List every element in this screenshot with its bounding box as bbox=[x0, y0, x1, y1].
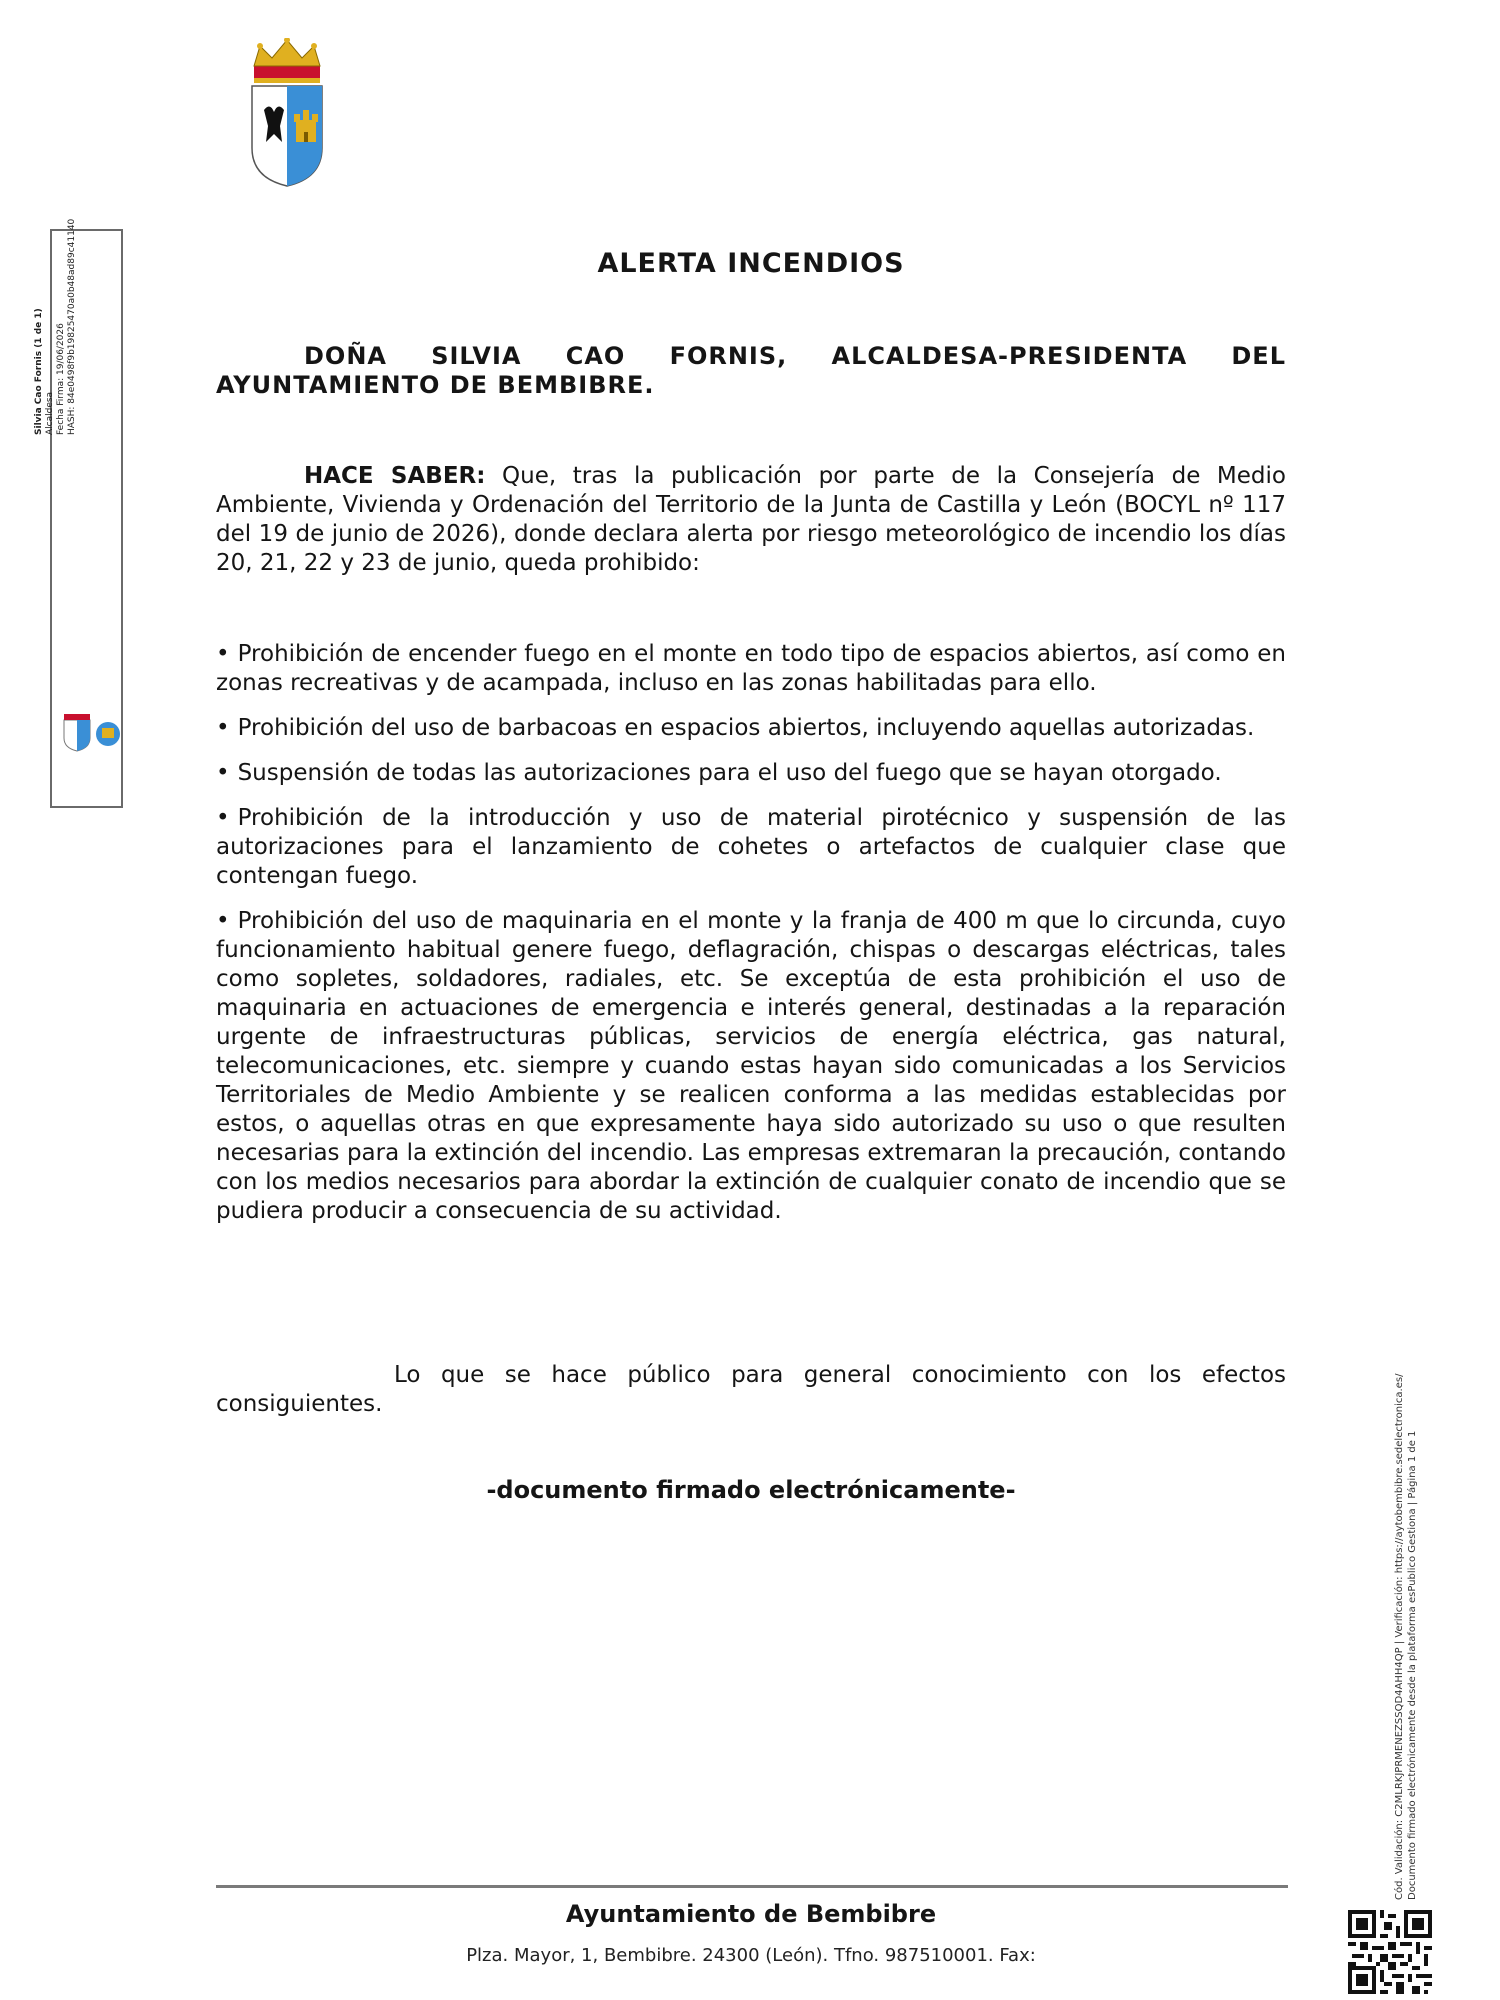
signature-role: Alcaldesa bbox=[45, 391, 55, 435]
list-item bbox=[216, 907, 1286, 1226]
verification-line-1: Cód. Validación: C2MLRKJPRMENEZSSQD4AHH4QP | Verificación: https://aytobembibre.sedelectronica.es/ bbox=[1394, 1373, 1405, 1900]
list-item-text: Suspensión de todas las autorizaciones para el uso del fuego que se hayan otorgado. bbox=[237, 760, 1222, 786]
document-heading bbox=[216, 342, 1286, 400]
closing-paragraph: Lo que se hace público para general conocimiento con los efectos consiguientes. bbox=[216, 1362, 1286, 1417]
heading-line-2: AYUNTAMIENTO DE BEMBIBRE. bbox=[216, 371, 655, 399]
list-item bbox=[216, 640, 1286, 698]
bullet-icon: • bbox=[216, 908, 230, 934]
footer-divider bbox=[216, 1885, 1288, 1888]
heading-line-1: DOÑA SILVIA CAO FORNIS, ALCALDESA-PRESIDENTA DEL bbox=[304, 342, 1286, 370]
list-item-text: Prohibición de la introducción y uso de material pirotécnico y suspensión de las autorizaciones para el lanzamiento de cohetes o artefactos de cualquier clase que contengan fuego. bbox=[216, 805, 1286, 889]
list-item bbox=[216, 804, 1286, 891]
signature-stamp-text bbox=[34, 0, 78, 435]
footer-address: Plza. Mayor, 1, Bembibre. 24300 (León). Tfno. 987510001. Fax: bbox=[466, 1945, 1036, 1966]
bullet-icon: • bbox=[216, 760, 230, 786]
signature-signer: Silvia Cao Fornis (1 de 1) bbox=[34, 308, 44, 435]
list-item bbox=[216, 759, 1286, 788]
bullet-icon: • bbox=[216, 641, 230, 667]
stamp-coat-of-arms-icon bbox=[60, 712, 126, 752]
verification-text bbox=[1393, 1260, 1419, 1900]
verification-line-2: Documento firmado electrónicamente desde la plataforma esPublico Gestiona | Página 1 de 1 bbox=[1407, 1430, 1418, 1900]
bullet-icon: • bbox=[216, 715, 230, 741]
list-item-text: Prohibición del uso de maquinaria en el monte y la franja de 400 m que lo circunda, cuyo funcionamiento habitual genere fuego, deflagración, chispas o descargas eléctricas, tales como sopletes, soldadores, radiales, etc. Se exceptúa de esta prohibición el uso de maquinaria en actuaciones de emergencia e interés general, destinadas a la reparación urgente de infraestructuras públicas, servicios de energía eléctrica, gas natural, telecomunicaciones, etc. siempre y cuando estas hayan sido comunicadas a los Servicios Territoriales de Medio Ambiente y se realicen conforma a las medidas establecidas por estos, o aquellas otras en que expresamente haya sido autorizado su uso o que resulten necesarias para la extinción del incendio. Las empresas extremaran la precaución, contando con los medios necesarios para abordar la extinción de cualquier conato de incendio que se pudiera producir a consecuencia de su actividad. bbox=[216, 908, 1286, 1224]
list-item bbox=[216, 714, 1286, 743]
list-item-text: Prohibición del uso de barbacoas en espacios abiertos, incluyendo aquellas autorizadas. bbox=[237, 715, 1255, 741]
signature-hash: HASH: 84e0498f9b19825470a0b48ad89c41140 bbox=[67, 218, 77, 435]
coat-of-arms-icon bbox=[244, 38, 330, 188]
intro-paragraph bbox=[216, 462, 1286, 578]
list-item-text: Prohibición de encender fuego en el monte en todo tipo de espacios abiertos, así como en zonas recreativas y de acampada, incluso en las zonas habilitadas para ello. bbox=[216, 641, 1286, 696]
qr-code-icon bbox=[1348, 1910, 1432, 1994]
intro-lead: HACE SABER: bbox=[304, 463, 486, 489]
footer-name: Ayuntamiento de Bembibre bbox=[565, 1900, 937, 1928]
document-title: ALERTA INCENDIOS bbox=[597, 248, 905, 279]
signed-note: -documento firmado electrónicamente- bbox=[486, 1476, 1016, 1504]
prohibitions-list bbox=[216, 640, 1286, 1242]
intro-text: Que, tras la publicación por parte de la Consejería de Medio Ambiente, Vivienda y Ordenación del Territorio de la Junta de Castilla y León (BOCYL nº 117 del 19 de junio de 2026), donde declara alerta por riesgo meteorológico de incendio los días 20, 21, 22 y 23 de junio, queda prohibido: bbox=[216, 463, 1286, 576]
signature-date: Fecha Firma: 19/06/2026 bbox=[56, 323, 66, 435]
bullet-icon: • bbox=[216, 805, 230, 831]
